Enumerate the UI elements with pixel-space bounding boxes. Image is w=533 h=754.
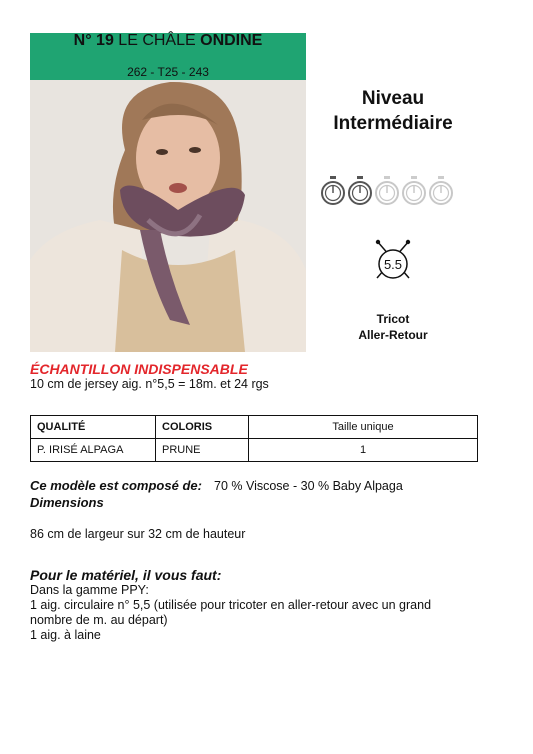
pattern-number: N° 19: [73, 32, 114, 49]
materials-line: 1 aig. circulaire n° 5,5 (utilisée pour tricoter en aller-retour avec un grand: [30, 598, 432, 612]
table-cell: PRUNE: [156, 439, 249, 462]
sample-title: ÉCHANTILLON INDISPENSABLE: [30, 361, 248, 377]
level-line1: Niveau: [361, 88, 425, 109]
pattern-name-prefix: LE CHÂLE: [118, 32, 196, 49]
table-header-row: [31, 416, 478, 439]
model-photo: [30, 80, 306, 352]
yarn-table: [30, 415, 478, 462]
stopwatch-icon: [320, 175, 346, 207]
table-header-cell: QUALITÉ: [31, 416, 156, 439]
model-illustration: [30, 80, 306, 352]
dimensions-label: Dimensions: [30, 495, 104, 510]
materials-line: 1 aig. à laine: [30, 628, 101, 642]
technique-line2: Aller-Retour: [358, 328, 428, 342]
table-header-cell: Taille unique: [249, 416, 478, 439]
pattern-codes: 262 - T25 - 243: [127, 65, 209, 79]
materials-line: Dans la gamme PPY:: [30, 583, 149, 597]
sample-text: 10 cm de jersey aig. n°5,5 = 18m. et 24 rgs: [30, 377, 269, 391]
table-cell: P. IRISÉ ALPAGA: [31, 439, 156, 462]
pattern-name: ONDINE: [200, 32, 263, 49]
dimensions-text: 86 cm de largeur sur 32 cm de hauteur: [30, 527, 246, 541]
composition-label: Ce modèle est composé de:: [30, 478, 202, 493]
technique-line1: Tricot: [376, 312, 410, 326]
pattern-title: [30, 32, 306, 50]
materials-line: nombre de m. au départ): [30, 613, 168, 627]
stopwatch-icon: [401, 175, 427, 207]
stopwatch-icon: [347, 175, 373, 207]
stopwatch-icon: [374, 175, 400, 207]
level-heading: [318, 86, 468, 136]
needle-size: 5.5: [383, 257, 403, 272]
stopwatch-icon: [428, 175, 454, 207]
level-line2: Intermédiaire: [333, 113, 453, 134]
materials-list: [30, 583, 490, 643]
table-row: [31, 439, 478, 462]
technique: [340, 311, 446, 343]
table-header-cell: COLORIS: [156, 416, 249, 439]
difficulty-rating: [320, 175, 454, 207]
composition-value: 70 % Viscose - 30 % Baby Alpaga: [214, 479, 403, 493]
materials-label: Pour le matériel, il vous faut:: [30, 567, 222, 583]
table-cell: 1: [249, 439, 478, 462]
knitting-needle-icon: [373, 238, 413, 280]
title-banner: [30, 33, 306, 80]
